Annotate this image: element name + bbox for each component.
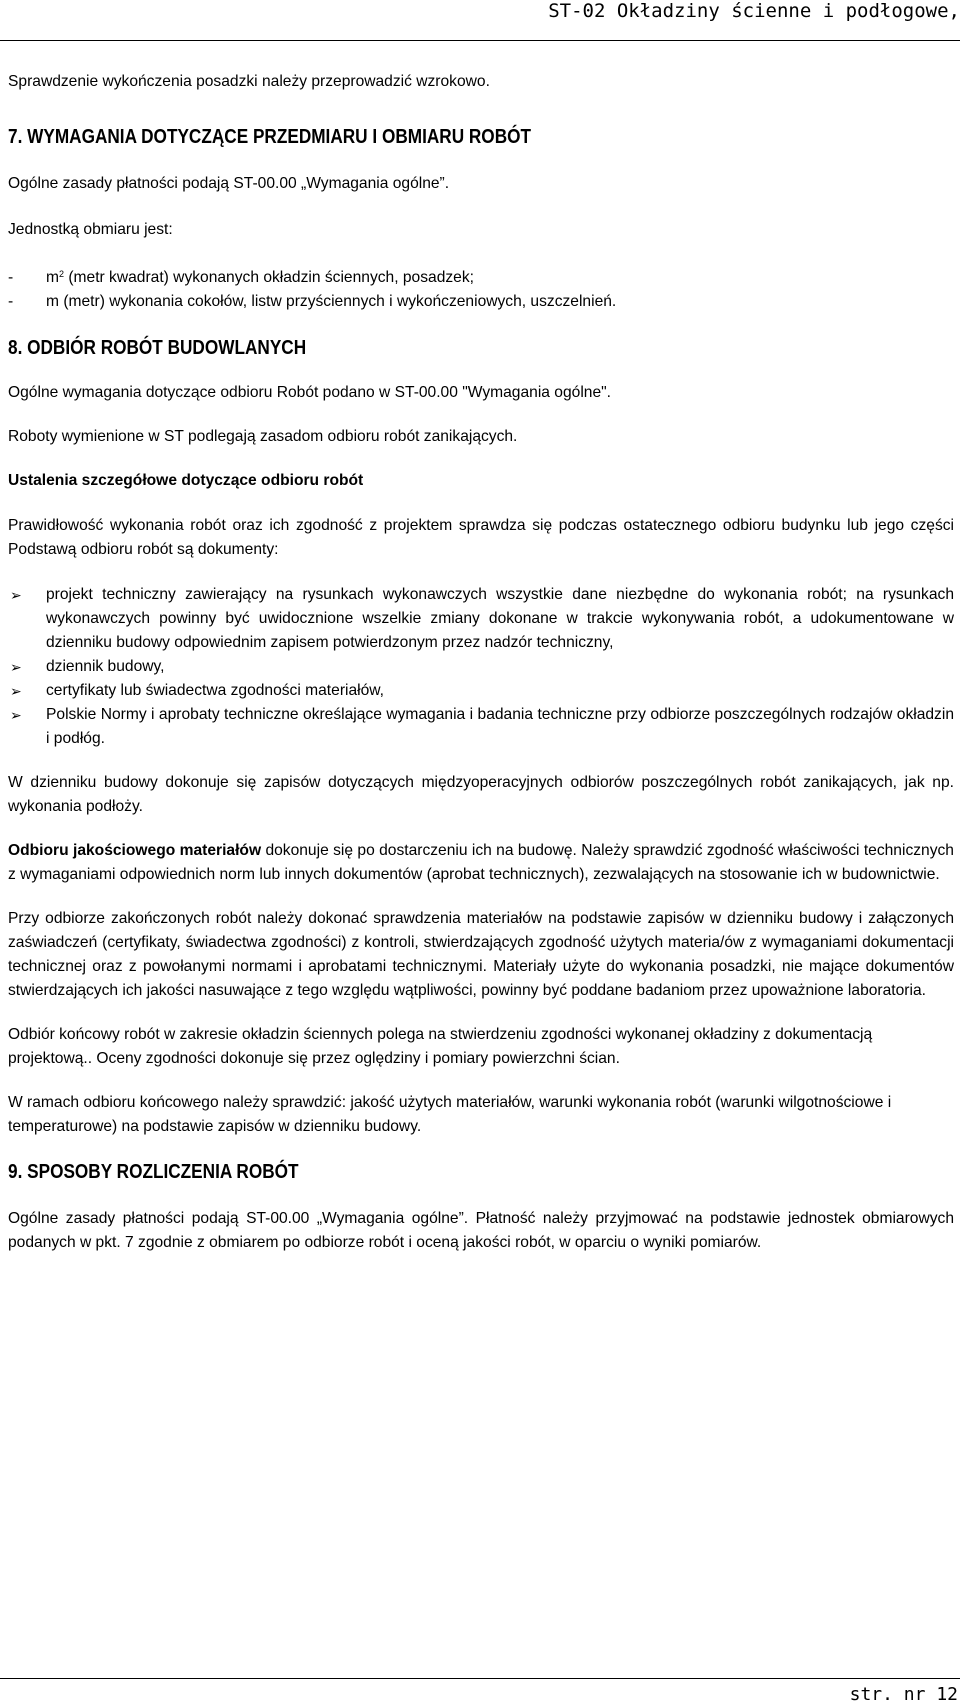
unit-exponent: 2: [59, 269, 65, 279]
list-item: [8, 703, 954, 751]
document-body: [8, 70, 954, 1255]
paragraph-rest: dokonuje się po dostarczeniu ich na budowę. Należy sprawdzić zgodność właściwości technicznych z wymaganiami odpowiednich norm lub innych dokumentów (aprobat technicznych), zezwalających na stosowanie ich w budownictwie.: [8, 842, 954, 883]
arrowhead-bullet-icon: ➢: [10, 587, 22, 603]
s8-subheading: Ustalenia szczegółowe dotyczące odbioru robót: [8, 472, 364, 489]
list-item-text: m (metr) wykonania cokołów, listw przyściennych i wykończeniowych, uszczelnień.: [46, 293, 617, 310]
arrowhead-bullet-icon: ➢: [10, 707, 22, 723]
page-number: str. nr 12: [849, 1684, 958, 1705]
list-item-text: projekt techniczny zawierający na rysunkach wykonawczych wszystkie dane niezbędne do wykonania robót; na rysunkach wykonawczych powinny być uwidocznione wszelkie zmiany dokonane w trakcie wykonywania robót, a udokumentowane w dzienniku budowy odpowiednim zapisem potwierdzonym przez nadzór techniczny,: [46, 586, 954, 651]
s7-paragraph-2: Jednostką obmiaru jest:: [8, 221, 173, 238]
dash-marker: -: [8, 293, 14, 310]
section-7-heading: 7. WYMAGANIA DOTYCZĄCE PRZEDMIARU I OBMIARU ROBÓT: [8, 126, 532, 148]
page-header-title: ST-02 Okładziny ścienne i podłogowe,: [548, 0, 960, 22]
s8-paragraph-6: Przy odbiorze zakończonych robót należy dokonać sprawdzenia materiałów na podstawie zapisów w dzienniku budowy i załączonych zaświadczeń (certyfikaty, świadectwa zgodności) z kontroli, stwierdzających zgodność użytych materia/ów z wymaganiami dokumentacji technicznej oraz z powołanymi normami i aprobatami technicznymi. Materiały użyte do wykonania posadzki, nie mające dokumentów stwierdzających ich jakości nasuwające z tego względu wątpliwości, powinny być poddane badaniom przez upoważnione laboratoria.: [8, 910, 954, 999]
arrowhead-bullet-icon: ➢: [10, 659, 22, 675]
list-item-text: certyfikaty lub świadectwa zgodności materiałów,: [46, 682, 385, 699]
section-8-heading: 8. ODBIÓR ROBÓT BUDOWLANYCH: [8, 337, 307, 359]
footer-divider: [0, 1678, 960, 1679]
s8-paragraph-3: Prawidłowość wykonania robót oraz ich zgodność z projektem sprawdza się podczas ostatecznego odbioru budynku lub jego części Podstawą odbioru robót są dokumenty:: [8, 517, 954, 558]
s7-paragraph-1: Ogólne zasady płatności podają ST-00.00 „Wymagania ogólne”.: [8, 175, 450, 192]
arrowhead-bullet-icon: ➢: [10, 683, 22, 699]
unit-description: (metr kwadrat) wykonanych okładzin ściennych, posadzek;: [64, 269, 474, 286]
dash-marker: -: [8, 269, 14, 286]
section-9-heading: 9. SPOSOBY ROZLICZENIA ROBÓT: [8, 1161, 299, 1183]
s8-paragraph-2: Roboty wymienione w ST podlegają zasadom odbioru robót zanikających.: [8, 428, 518, 445]
list-item: [8, 655, 954, 679]
s9-paragraph-1: Ogólne zasady płatności podają ST-00.00 „Wymagania ogólne”. Płatność należy przyjmować na podstawie jednostek obmiarowych podanych w pkt. 7 zgodnie z obmiarem po odbiorze robót i oceną jakości robót, w oparciu o wyniki pomiarów.: [8, 1210, 954, 1251]
list-item: [8, 266, 954, 290]
list-item: [8, 583, 954, 655]
list-item: [8, 679, 954, 703]
s8-paragraph-1: Ogólne wymagania dotyczące odbioru Robót podano w ST-00.00 "Wymagania ogólne".: [8, 384, 611, 401]
s8-paragraph-4: W dzienniku budowy dokonuje się zapisów dotyczących międzyoperacyjnych odbiorów poszczególnych robót zanikających, jak np. wykonania podłoży.: [8, 774, 954, 815]
list-item-text: [46, 266, 474, 290]
bold-lead: Odbioru jakościowego materiałów: [8, 842, 262, 859]
s8-paragraph-8: W ramach odbioru końcowego należy sprawdzić: jakość użytych materiałów, warunki wykonania robót (warunki wilgotnościowe i temperaturowe) na podstawie zapisów w dzienniku budowy.: [8, 1094, 892, 1135]
intro-paragraph: Sprawdzenie wykończenia posadzki należy przeprowadzić wzrokowo.: [8, 73, 490, 90]
unit-symbol: m: [46, 269, 59, 286]
s7-unit-list: [8, 266, 954, 314]
header-divider: [0, 40, 960, 41]
s8-paragraph-5: [8, 839, 954, 887]
list-item-text: dziennik budowy,: [46, 658, 165, 675]
list-item-text: Polskie Normy i aprobaty techniczne określające wymagania i badania techniczne przy odbiorze poszczególnych rodzajów okładzin i podłóg.: [46, 706, 954, 747]
list-item: [8, 290, 954, 314]
s8-paragraph-7: Odbiór końcowy robót w zakresie okładzin ściennych polega na stwierdzeniu zgodności wykonanej okładziny z dokumentacją projektową.. Oceny zgodności dokonuje się przez oględziny i pomiary powierzchni ścian.: [8, 1026, 873, 1067]
documents-list: [8, 583, 954, 751]
